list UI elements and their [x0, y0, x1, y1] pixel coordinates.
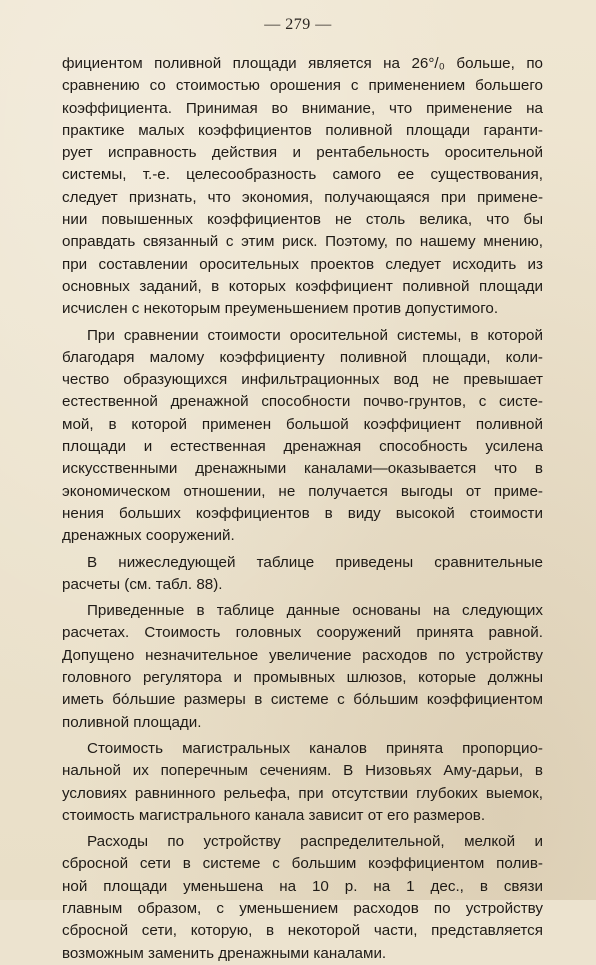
text-line: сбросной сети, которую, в некоторой части, представляется	[62, 922, 543, 940]
body-text	[62, 53, 543, 965]
text-line: поливной площади.	[62, 713, 202, 731]
text-line: системы, т.-е. целесообразность самого ее существования,	[62, 166, 543, 184]
text-line: мой, в которой применен большой коэффициент поливной	[62, 415, 543, 433]
text-line: условиях равнинного рельефа, при отсутствии глубоких выемок,	[62, 784, 543, 802]
paragraph	[62, 325, 543, 548]
text-line: следует признать, что экономия, получающаяся при примене-	[62, 188, 543, 206]
text-line: возможным заменить дренажными каналами.	[62, 944, 387, 962]
text-line: ной площади уменьшена на 10 р. на 1 дес., в связи	[62, 877, 543, 895]
paragraph	[62, 831, 543, 965]
page-number: — 279 —	[264, 16, 332, 33]
paragraph	[62, 53, 543, 321]
text-line: искусственными дренажными каналами—оказывается что в	[62, 460, 543, 478]
text-line: нения больших коэффициентов в виду высокой стоимости	[62, 504, 543, 522]
text-line: рует исправность действия и рентабельность оросительной	[62, 144, 543, 162]
text-line: фициентом поливной площади является на 26°/₀ больше, по	[62, 55, 543, 72]
text-line: естественной дренажной способности почво-грунтов, с систе-	[62, 393, 543, 411]
text-line: Приведенные в таблице данные основаны на следующих	[87, 602, 543, 620]
text-line: благодаря малому коэффициенту поливной площади, коли-	[62, 348, 543, 366]
text-line: расчеты (см. табл. 88).	[62, 575, 223, 593]
text-line: нальной их поперечным сечениям. В Низовьях Аму-дарьи, в	[62, 762, 543, 780]
text-line: чество образующихся инфильтрационных вод не превышает	[62, 371, 543, 389]
text-line: расчетах. Стоимость головных сооружений принята равной.	[62, 624, 543, 642]
paragraph	[62, 600, 543, 734]
text-line: В нижеследующей таблице приведены сравнительные	[87, 553, 543, 571]
text-line: сравнению со стоимостью орошения с применением большего	[62, 77, 543, 95]
text-line: коэффициента. Принимая во внимание, что применение на	[62, 99, 543, 117]
text-line: При сравнении стоимости оросительной системы, в которой	[87, 326, 543, 344]
text-line: главным образом, с уменьшением расходов по устройству	[62, 899, 543, 917]
text-line: иметь бо́льшие размеры в системе с бо́льшим коэффициентом	[62, 691, 543, 709]
text-line: головного регулятора и промывных шлюзов, которые должны	[62, 669, 543, 687]
text-line: экономическом отношении, не получается выгоды от приме-	[62, 482, 543, 500]
text-line: основных заданий, в которых коэффициент поливной площади	[62, 277, 543, 295]
paragraph	[62, 738, 543, 827]
text-line: дренажных сооружений.	[62, 527, 235, 545]
text-line: площади и естественная дренажная способность усилена	[62, 438, 543, 456]
text-line: Расходы по устройству распределительной, мелкой и	[87, 833, 543, 851]
text-line: оправдать связанный с этим риск. Поэтому, по нашему мнению,	[62, 233, 543, 251]
text-line: исчислен с некоторым преуменьшением против допустимого.	[62, 300, 499, 318]
text-line: Допущено незначительное увеличение расходов по устройству	[62, 646, 543, 664]
paragraph	[62, 552, 543, 597]
text-line: при составлении оросительных проектов следует исходить из	[62, 255, 543, 273]
text-line: нии повышенных коэффициентов не столь велика, что бы	[62, 211, 543, 229]
text-line: сбросной сети в системе с большим коэффициентом полив-	[62, 855, 543, 873]
text-line: Стоимость магистральных каналов принята пропорцио-	[87, 739, 543, 757]
text-line: практике малых коэффициентов поливной площади гаранти-	[62, 121, 543, 139]
text-line: стоимость магистрального канала зависит от его размеров.	[62, 806, 486, 824]
